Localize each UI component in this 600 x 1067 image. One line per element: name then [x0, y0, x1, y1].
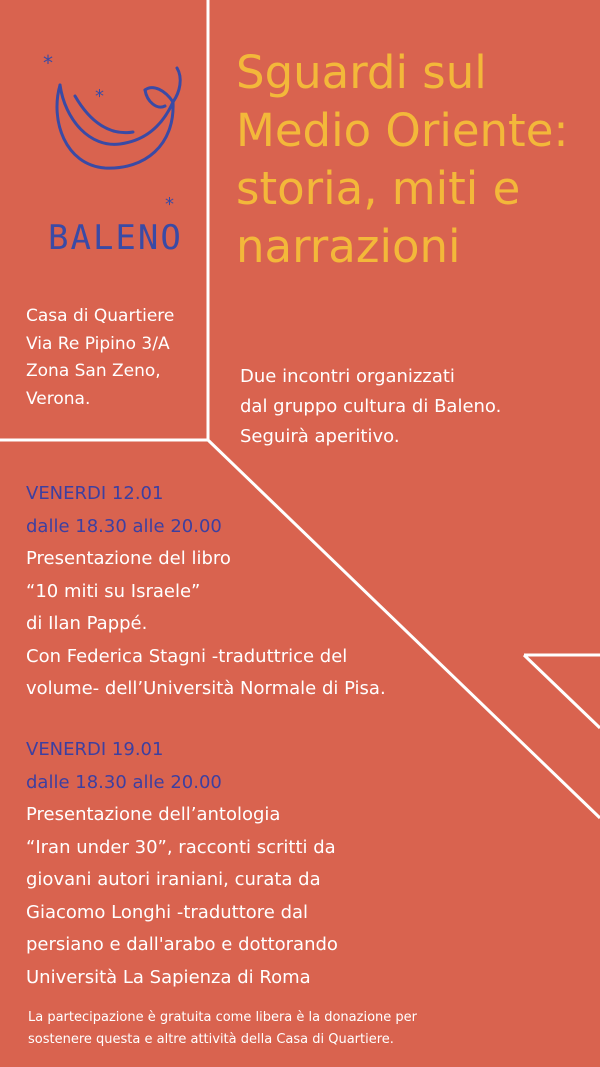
event-line: Con Federica Stagni -traduttrice del	[26, 645, 348, 667]
page-title: Sguardi sul Medio Oriente: storia, miti e narrazioni	[236, 46, 569, 273]
svg-text:*: *	[95, 86, 104, 107]
event-line: volume- dell’Università Normale di Pisa.	[26, 678, 386, 699]
event-line: “10 miti su Israele”	[26, 580, 201, 602]
event-line: giovani autori iraniani, curata da	[26, 869, 321, 890]
event-2	[26, 734, 338, 994]
event-line: di Ilan Pappé.	[26, 613, 148, 634]
address-line: Zona San Zeno,	[26, 361, 161, 381]
footer-line: La partecipazione è gratuita come libera è la donazione per	[28, 1010, 417, 1025]
event-line: Presentazione del libro	[26, 548, 231, 569]
event-line: Giacomo Longhi -traduttore dal	[26, 901, 309, 923]
event-time: dalle 18.30 alle 20.00	[26, 771, 222, 793]
address-line: Via Re Pipino 3/A	[26, 333, 170, 354]
address-line: Verona.	[26, 388, 91, 409]
intro-line: Due incontri organizzati	[240, 366, 455, 387]
event-date: VENERDI 12.01	[26, 483, 164, 504]
intro-line: dal gruppo cultura di Baleno.	[240, 396, 502, 417]
svg-text:*: *	[43, 51, 53, 75]
footer-note	[28, 1007, 417, 1051]
brand-name: BALENO	[48, 218, 183, 258]
event-line: Presentazione dell’antologia	[26, 804, 281, 825]
intro-text	[240, 362, 501, 452]
event-line: Università La Sapienza di Roma	[26, 966, 311, 988]
footer-line: sostenere questa e altre attività della Casa di Quartiere.	[28, 1032, 394, 1047]
event-line: persiano e dall'arabo e dottorando	[26, 934, 338, 955]
event-1	[26, 478, 386, 706]
svg-text:*: *	[165, 194, 174, 215]
event-time: dalle 18.30 alle 20.00	[26, 515, 222, 537]
intro-line: Seguirà aperitivo.	[240, 426, 400, 447]
event-line: “Iran under 30”, racconti scritti da	[26, 836, 336, 858]
address	[26, 303, 174, 413]
event-date: VENERDI 19.01	[26, 739, 164, 760]
address-line: Casa di Quartiere	[26, 306, 175, 326]
